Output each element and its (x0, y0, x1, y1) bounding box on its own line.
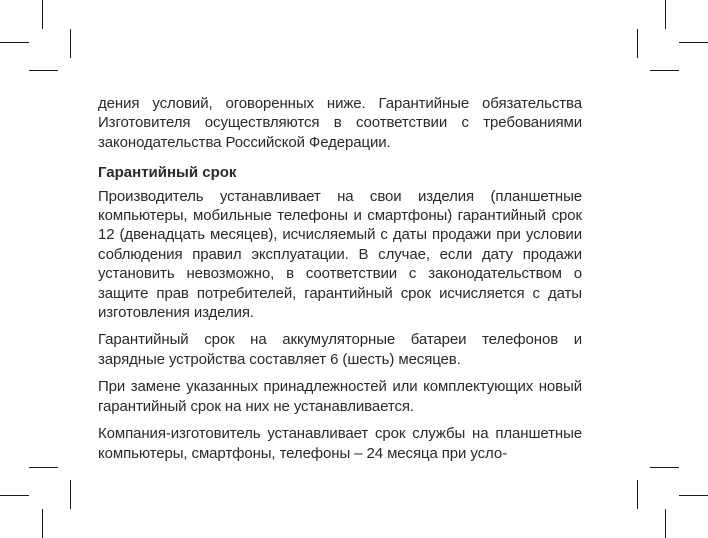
crop-mark (637, 29, 638, 58)
document-body (98, 94, 582, 463)
paragraph: При замене указанных принадлежностей или комплектующих новый гарантийный срок на них не устанавливается. (98, 378, 582, 415)
crop-mark (0, 495, 29, 496)
crop-mark (0, 42, 29, 43)
crop-mark (665, 0, 666, 29)
paragraph: Компания-изготовитель устанавливает срок службы на планшетные компьютеры, смартфоны, телефоны – 24 месяца при усло- (98, 425, 582, 462)
crop-mark (637, 480, 638, 509)
paragraph: Производитель устанавливает на свои изделия (планшетные компьютеры, мобильные телефоны и смартфоны) гарантийный срок 12 (двенадцать месяцев), исчисляемый с даты продажи при условии соблюдения правил эксплуатации. В случае, если дату продажи установить невозможно, в соответствии с законодательством о защите прав потребителей, гарантийный срок исчисляется с даты изготовления изделия. (98, 187, 582, 322)
crop-mark (650, 467, 679, 468)
section-heading: Гарантийный срок (98, 164, 237, 182)
crop-mark (70, 480, 71, 509)
crop-mark (650, 70, 679, 71)
crop-mark (665, 509, 666, 538)
crop-mark (29, 467, 58, 468)
crop-mark (29, 70, 58, 71)
crop-mark (42, 0, 43, 29)
crop-mark (679, 42, 708, 43)
intro-paragraph: дения условий, оговоренных ниже. Гарантийные обязательства Изготовителя осуществляются в соответствии с требованиями законодательства Российской Федерации. (98, 95, 582, 151)
crop-mark (42, 509, 43, 538)
paragraph: Гарантийный срок на аккумуляторные батареи телефонов и зарядные устройства составляет 6 (шесть) месяцев. (98, 331, 582, 368)
crop-mark (679, 495, 708, 496)
crop-mark (70, 29, 71, 58)
